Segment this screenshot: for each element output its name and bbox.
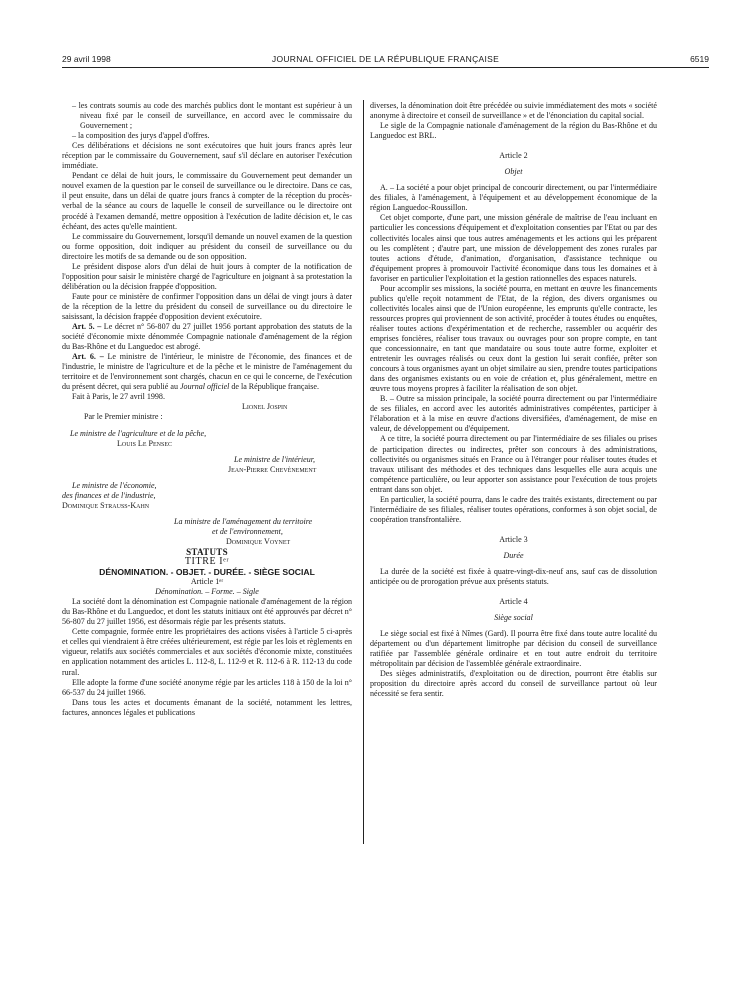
signature-line (62, 481, 352, 491)
minister-eco-name: Dominique Strauss-Kahn (62, 500, 150, 510)
paragraph: Le sigle de la Compagnie nationale d'aménagement de la région du Bas-Rhône et du Languedoc est BRL. (370, 121, 657, 141)
signature-line (62, 537, 352, 547)
page-number: 6519 (690, 54, 709, 64)
article-6-text-end: de la République française. (229, 382, 319, 392)
paragraph: La durée de la société est fixée à quatre-vingt-dix-neuf ans, sauf cas de dissolution anticipée ou de prorogation prévue aux présents statuts. (370, 566, 657, 587)
list-item: – la composition des jurys d'appel d'offres. (72, 131, 210, 141)
article-4-subheading: Siège social (494, 613, 533, 623)
left-column (62, 101, 352, 718)
article-3-heading: Article 3 (499, 534, 528, 544)
paragraph: B. – Outre sa mission principale, la société pourra directement ou par l'intermédiaire de ses filiales, en accord avec les autorités administratives compétentes, participer à l'élaboration et à la mise en œuvre d'actions diversifiées, d'aménagement, de mise en valeur, de développement ou d'équipement. (370, 394, 657, 434)
minister-env-name: Dominique Voynet (226, 536, 291, 546)
paragraph: Cet objet comporte, d'une part, une mission générale de maîtrise de l'eau incluant en particulier les concessions d'équipement et d'exploitation consenties par l'Etat ou par des collectivités locales ainsi que tous autres aménagements et les actions qui les préparent ou les complètent ; d'autre part, une mission de développement des zones rurales par toutes actions d'étude, d'animation, d'organisation, d'assistance technique ou d'équipement propres à promouvoir l'activité économique dans tous les domaines et à favoriser en particulier l'exploitation et la gestion rationnelles des espaces naturels. (370, 213, 657, 283)
article-5 (62, 322, 352, 352)
paragraph: A. – La société a pour objet principal de concourir directement, ou par l'intermédiaire des filiales, à l'aménagement, à l'équipement et au développement économique de la région Languedoc-Roussillon. (370, 183, 657, 213)
paragraph: En particulier, la société pourra, dans le cadre des traités existants, directement ou par l'intermédiaire de ses filiales, réaliser toutes opérations, conformes à son objet social, de coopération transfrontalière. (370, 494, 657, 524)
paragraph: Dans tous les actes et documents émanant de la société, notamment les lettres, factures, annonces légales et publications (62, 697, 352, 717)
titre-heading: TITRE Iᵉʳ (184, 556, 230, 568)
paragraph: Le président dispose alors d'un délai de huit jours à compter de la notification de l'opposition pour saisir le ministère chargé de l'agriculture en joignant à sa protestation la délibération ou la décision frappée d'opposition. (62, 261, 352, 291)
minister-agri-title: Le ministre de l'agriculture et de la pêche, (70, 428, 207, 438)
column-divider (363, 100, 364, 844)
signature-line (62, 491, 352, 501)
signature-line (62, 402, 352, 412)
page-header (62, 46, 709, 62)
paragraph: Pour accomplir ses missions, la société pourra, en mettant en œuvre les financements publics qu'elle reçoit notamment de l'Etat, de la région, des divers organismes ou collectivités locales ainsi que de l'Union européenne, les emprunts qu'elle contracte, les ressources propres qui proviennent de son activité, procéder à toutes études ou enquêtes, réaliser toutes actions d'expérimentation et de recherche, rassembler ou acquérir des emprises foncières, réaliser tous travaux ou ouvrages pour son propre compte, en tant que concessionnaire, en tant que mandataire ou sous toute autre forme, exploiter et entretenir les ouvrages réalisés ou ceux dont la gestion lui serait confiée, prêter son concours à tous organismes ayant un objet similaire au sien, prendre toutes participations dans des organismes existants ou en voie de création et, plus généralement, mettre en œuvre tous moyens propres à faciliter la réalisation de son objet. (370, 283, 657, 394)
paragraph: Des sièges administratifs, d'exploitation ou de direction, pourront être établis sur proposition du directoire après accord du conseil de surveillance partout où leur nécessité se fera sentir. (370, 669, 657, 699)
paragraph: diverses, la dénomination doit être précédée ou suivie immédiatement des mots « société anonyme à directoire et conseil de surveillance » et de l'énonciation du capital social. (370, 101, 657, 121)
paragraph: Le commissaire du Gouvernement, lorsqu'il demande un nouvel examen de la question ou forme opposition, doit indiquer au président du conseil de surveillance ou du directoire les motifs de sa demande ou de son opposition. (62, 231, 352, 261)
paragraph: Le siège social est fixé à Nîmes (Gard). Il pourra être fixé dans toute autre localité du département ou d'un département limitrophe par décision du conseil de surveillance ratifiée par l'assemblée générale ordinaire et en tout autre endroit du territoire métropolitain par décision de l'assemblée générale extraordinaire. (370, 629, 657, 669)
article-1-heading: Article 1ᵉʳ (190, 577, 224, 587)
fait-a-paris: Fait à Paris, le 27 avril 1998. (72, 392, 165, 402)
journal-title: JOURNAL OFFICIEL DE LA RÉPUBLIQUE FRANÇAISE (271, 54, 500, 64)
paragraph: Elle adopte la forme d'une société anonyme régie par les articles 118 à 150 de la loi n° 66-537 du 24 juillet 1966. (62, 677, 352, 697)
signature-line (62, 412, 352, 422)
paragraph: Cette compagnie, formée entre les propriétaires des actions visées à l'article 5 ci-après et celles qui viendraient à être créées ultérieurement, est régie par les lois et règlements en vigueur, relatifs aux sociétés commerciales et aux sociétés d'économie mixte, constituées en application notamment des articles L. 112-8, L. 112-9 et R. 112-6 à R. 112-13 du code rural. (62, 627, 353, 677)
article-6-label: Art. 6. – (72, 352, 104, 362)
paragraph: Pendant ce délai de huit jours, le commissaire du Gouvernement peut demander un nouvel examen de la question par le conseil de surveillance ou le directoire. Dans ce cas, il peut ensuite, dans un délai de quatre jours francs à compter de la réception du procès-verbal de la séance au cours de laquelle le conseil de surveillance ou le directoire ont procédé à l'examen demandé, mettre opposition à l'exécution de ladite décision et, le cas échéant, des actes qu'elle maintient. (62, 171, 352, 231)
signatory-pm: Lionel Jospin (242, 402, 288, 412)
paragraph: La société dont la dénomination est Compagnie nationale d'aménagement de la région du Bas-Rhône et du Languedoc, et dont les statuts initiaux ont été approuvés par décret n° 56-807 du 27 juillet 1956, est désormais régie par les présents statuts. (62, 597, 352, 627)
paragraph: A ce titre, la société pourra directement ou par l'intermédiaire de ses filiales ou prises de participation directes ou indirectes, prêter son concours à des administrations, collectivités ou organismes situés en France ou à l'étranger pour réaliser toutes études et travaux utilisant des méthodes et des techniques dans lesquelles elle aura acquis une compétence particulière, ou leur apporter son assistance pour l'exécution de tous projets entrant dans son objet. (370, 434, 657, 494)
article-3-subheading: Durée (503, 550, 524, 560)
journal-officiel-ref: Journal officiel (179, 382, 230, 392)
minister-env-title-2: et de l'environnement, (212, 526, 283, 536)
statuts-heading: STATUTS (186, 546, 228, 557)
list-item: – les contrats soumis au code des marchés publics dont le montant est supérieur à un niveau fixé par le conseil de surveillance, en accord avec le commissaire du Gouvernement ; (72, 101, 352, 131)
article-5-text: Le décret n° 56-807 du 27 juillet 1956 portant approbation des statuts de la société d'économie mixte dénommée Compagnie nationale d'aménagement de la région du Bas-Rhône et du Languedoc est abrogé. (62, 322, 352, 352)
article-6-text: Le ministre de l'intérieur, le ministre de l'économie, des finances et de l'industrie, le ministre de l'agriculture et de la pêche et le ministre de l'aménagement du territoire et de l'environnement sont chargés, chacun en ce qui le concerne, de l'exécution du présent décret, qui sera publié au (62, 352, 352, 392)
header-rule (62, 67, 709, 68)
par-premier-ministre: Par le Premier ministre : (84, 412, 163, 422)
article-1-subheading: Dénomination. – Forme. – Sigle (155, 587, 259, 597)
article-6 (62, 352, 352, 392)
minister-int-name: Jean-Pierre Chevènement (228, 464, 317, 474)
article-2-subheading: Objet (504, 167, 523, 177)
article-5-label: Art. 5. – (72, 322, 102, 332)
paragraph: Faute pour ce ministère de confirmer l'opposition dans un délai de vingt jours à dater de la réception de la lettre du président du conseil de surveillance ou du directoire le saisissant, la décision frappée d'opposition devient exécutoire. (62, 291, 352, 321)
article-2-heading: Article 2 (499, 151, 528, 161)
signature-line (62, 455, 352, 465)
signature-line (62, 501, 352, 511)
signature-line (62, 517, 352, 527)
header-date: 29 avril 1998 (62, 54, 111, 64)
minister-eco-title-2: des finances et de l'industrie, (62, 490, 156, 500)
paragraph: Ces délibérations et décisions ne sont exécutoires que huit jours francs après leur réception par le commissaire du Gouvernement, sauf s'il déclare en autoriser l'exécution immédiate. (62, 141, 352, 171)
minister-eco-title: Le ministre de l'économie, (72, 480, 157, 490)
minister-env-title: La ministre de l'aménagement du territoire (174, 516, 313, 526)
section-heading: DÉNOMINATION. - OBJET. - DURÉE. - SIÈGE SOCIAL (99, 567, 315, 578)
right-column (370, 101, 657, 699)
signature-line (62, 439, 352, 449)
article-4-heading: Article 4 (499, 597, 528, 607)
signature-line (62, 465, 352, 475)
minister-agri-name: Louis Le Pensec (117, 438, 172, 448)
signature-line (62, 527, 352, 537)
minister-int-title: Le ministre de l'intérieur, (234, 454, 315, 464)
signature-line (62, 429, 352, 439)
